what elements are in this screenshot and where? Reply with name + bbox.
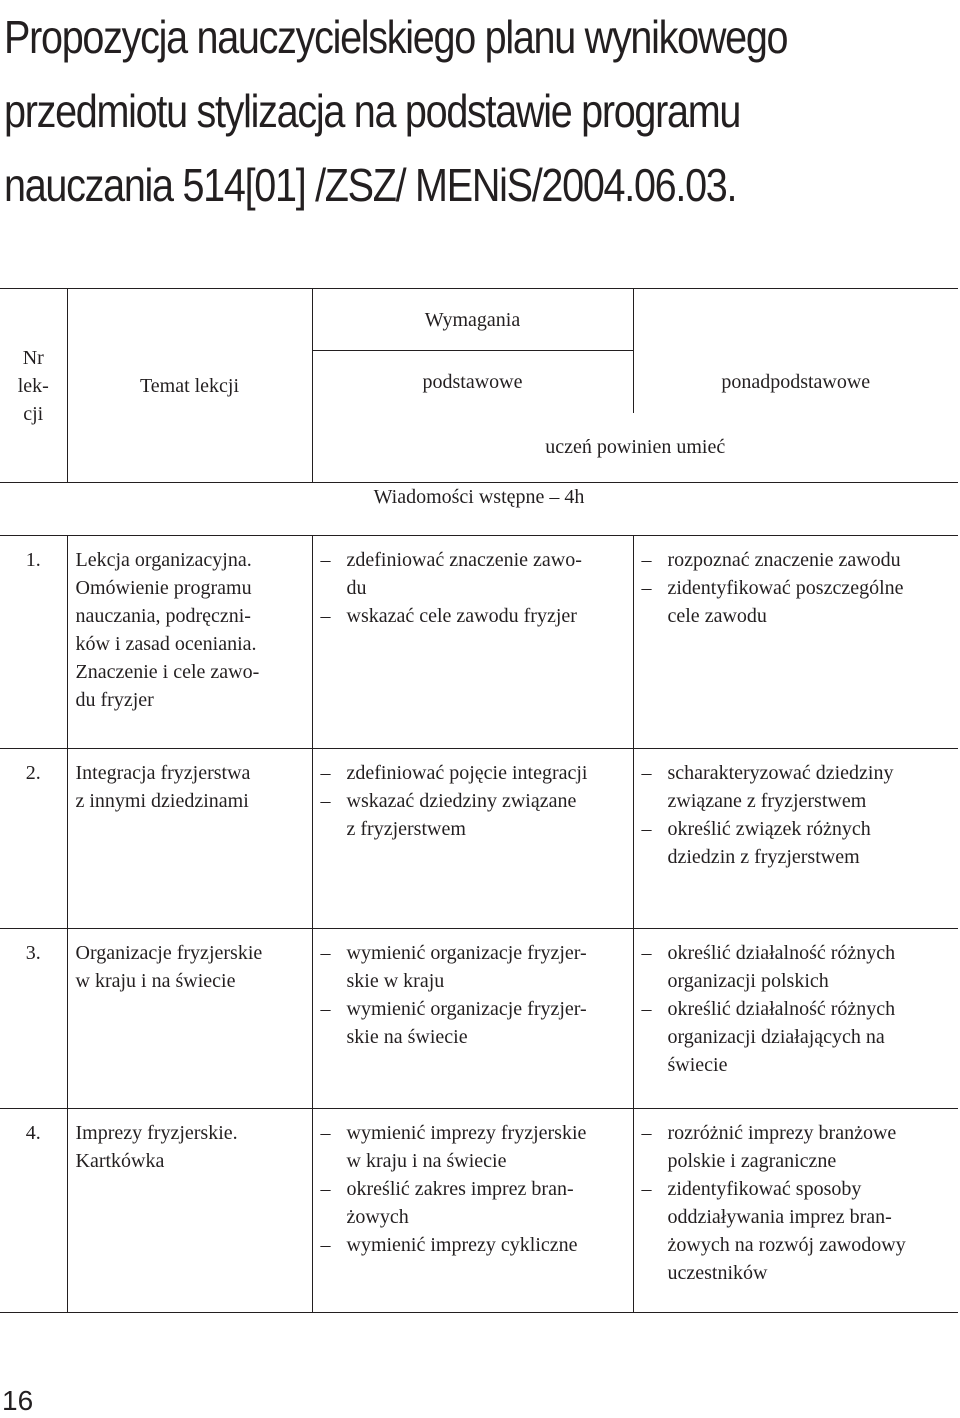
requirement-line: du: [346, 577, 367, 599]
lesson-topic: [67, 536, 312, 749]
requirement-item: [319, 1231, 627, 1259]
table-row: [0, 929, 958, 1109]
dash-marker: –: [320, 790, 331, 812]
requirement-item: [640, 939, 953, 995]
requirement-item: [319, 602, 627, 630]
dash-marker: –: [320, 762, 331, 784]
dash-marker: –: [320, 998, 331, 1020]
dash-marker: –: [641, 998, 652, 1020]
lesson-number: 4.: [0, 1109, 67, 1313]
header-requirements: Wymagania: [312, 289, 633, 351]
header-nr-line: Nr: [22, 346, 44, 369]
header-topic: Temat lekcji: [67, 289, 312, 483]
header-nr-line: cji: [23, 402, 44, 425]
topic-line: Imprezy fryzjerskie.: [75, 1122, 238, 1144]
requirement-line: scharakteryzować dziedziny: [667, 762, 894, 784]
table-row: [0, 749, 958, 929]
requirement-item: [319, 546, 627, 602]
requirement-line: skie w kraju: [346, 970, 445, 992]
requirement-line: wymienić imprezy fryzjerskie: [346, 1122, 587, 1144]
requirement-line: dziedzin z fryzjerstwem: [667, 846, 860, 868]
requirement-item: [640, 1175, 953, 1287]
lesson-number: 1.: [0, 536, 67, 749]
topic-line: w kraju i na świecie: [75, 970, 236, 992]
requirement-line: rozróżnić imprezy branżowe: [667, 1122, 897, 1144]
dash-marker: –: [320, 605, 331, 627]
advanced-requirements: [633, 536, 958, 749]
lesson-number: 3.: [0, 929, 67, 1109]
requirement-line: zdefiniować znaczenie zawo-: [346, 549, 582, 571]
requirement-line: rozpoznać znaczenie zawodu: [667, 549, 901, 571]
topic-line: z innymi dziedzinami: [75, 790, 249, 812]
requirement-line: związane z fryzjerstwem: [667, 790, 867, 812]
topic-line: Znaczenie i cele zawo-: [75, 661, 260, 683]
lesson-topic: [67, 929, 312, 1109]
dash-marker: –: [641, 1178, 652, 1200]
requirement-line: zdefiniować pojęcie integracji: [346, 762, 588, 784]
basic-requirements: [312, 929, 633, 1109]
advanced-requirements: [633, 1109, 958, 1313]
requirement-line: w kraju i na świecie: [346, 1150, 507, 1172]
requirement-line: zidentyfikować sposoby: [667, 1178, 862, 1200]
requirement-line: żowych: [346, 1206, 409, 1228]
topic-line: Integracja fryzjerstwa: [75, 762, 251, 784]
topic-line: nauczania, podręczni-: [75, 605, 251, 627]
dash-marker: –: [320, 1178, 331, 1200]
requirement-line: żowych na rozwój zawodowy: [667, 1234, 906, 1256]
topic-line: ków i zasad oceniania.: [75, 633, 257, 655]
section-heading: Wiadomości wstępne – 4h: [0, 483, 958, 536]
requirement-item: [319, 995, 627, 1051]
requirement-line: wymienić organizacje fryzjer-: [346, 942, 587, 964]
requirement-line: wymienić organizacje fryzjer-: [346, 998, 587, 1020]
table-row: [0, 1109, 958, 1313]
header-student-should: uczeń powinien umieć: [312, 413, 958, 483]
requirement-line: wymienić imprezy cykliczne: [346, 1234, 578, 1256]
dash-marker: –: [641, 1122, 652, 1144]
dash-marker: –: [641, 942, 652, 964]
requirement-item: [319, 787, 627, 843]
page-title: [4, 0, 950, 222]
requirement-item: [319, 1175, 627, 1231]
requirement-item: [640, 759, 953, 815]
basic-requirements: [312, 536, 633, 749]
requirement-line: skie na świecie: [346, 1026, 468, 1048]
header-lesson-number: [0, 289, 67, 483]
requirement-line: organizacji działających na: [667, 1026, 885, 1048]
topic-line: Organizacje fryzjerskie: [75, 942, 263, 964]
advanced-requirements: [633, 929, 958, 1109]
requirement-line: wskazać dziedziny związane: [346, 790, 577, 812]
requirement-line: z fryzjerstwem: [346, 818, 466, 840]
page-number: 16: [2, 1385, 34, 1416]
requirement-item: [319, 939, 627, 995]
requirement-line: uczestników: [667, 1262, 768, 1284]
title-line: nauczania 514[01] /ZSZ/ MENiS/2004.06.03.: [4, 159, 737, 211]
header-nr-line: lek-: [17, 374, 49, 397]
lesson-number: 2.: [0, 749, 67, 929]
requirement-line: zidentyfikować poszczególne: [667, 577, 904, 599]
dash-marker: –: [320, 549, 331, 571]
header-basic: podstawowe: [312, 351, 633, 413]
requirement-line: określić działalność różnych: [667, 998, 896, 1020]
requirement-item: [319, 759, 627, 787]
topic-line: du fryzjer: [75, 689, 154, 711]
requirement-item: [319, 1119, 627, 1175]
requirement-line: cele zawodu: [667, 605, 767, 627]
dash-marker: –: [320, 1234, 331, 1256]
requirement-line: organizacji polskich: [667, 970, 829, 992]
basic-requirements: [312, 1109, 633, 1313]
title-line: Propozycja nauczycielskiego planu wynikowego: [4, 11, 788, 63]
requirement-line: wskazać cele zawodu fryzjer: [346, 605, 577, 627]
header-advanced: ponadpodstawowe: [633, 351, 958, 413]
topic-line: Omówienie programu: [75, 577, 252, 599]
requirement-line: określić związek różnych: [667, 818, 871, 840]
requirement-line: świecie: [667, 1054, 728, 1076]
basic-requirements: [312, 749, 633, 929]
lesson-plan-table: [0, 288, 958, 1313]
requirement-item: [640, 815, 953, 871]
requirement-item: [640, 574, 953, 630]
requirement-line: określić działalność różnych: [667, 942, 896, 964]
requirement-item: [640, 1119, 953, 1175]
advanced-requirements: [633, 749, 958, 929]
requirement-item: [640, 546, 953, 574]
dash-marker: –: [641, 577, 652, 599]
topic-line: Kartkówka: [75, 1150, 165, 1172]
dash-marker: –: [641, 762, 652, 784]
dash-marker: –: [641, 818, 652, 840]
requirement-line: określić zakres imprez bran-: [346, 1178, 574, 1200]
dash-marker: –: [320, 942, 331, 964]
requirement-item: [640, 995, 953, 1079]
requirement-line: polskie i zagraniczne: [667, 1150, 837, 1172]
title-line: przedmiotu stylizacja na podstawie programu: [4, 85, 741, 137]
lesson-topic: [67, 1109, 312, 1313]
table-row: [0, 536, 958, 749]
requirement-line: oddziaływania imprez bran-: [667, 1206, 892, 1228]
topic-line: Lekcja organizacyjna.: [75, 549, 252, 571]
dash-marker: –: [641, 549, 652, 571]
lesson-topic: [67, 749, 312, 929]
dash-marker: –: [320, 1122, 331, 1144]
header-empty-cell: [633, 289, 958, 351]
